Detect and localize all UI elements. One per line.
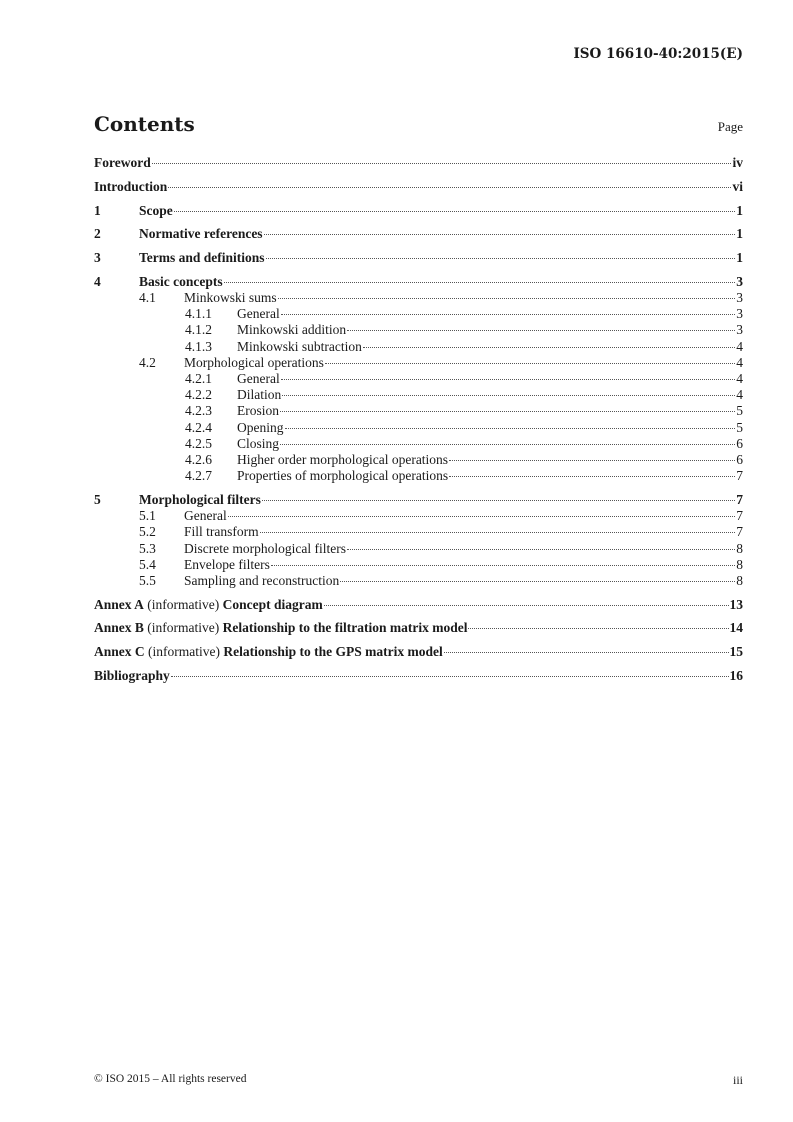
- toc-entry[interactable]: [94, 492, 743, 508]
- toc-entry-page: 3: [736, 306, 743, 322]
- toc-entry-title: General: [237, 371, 280, 387]
- toc-entry-number: 4.2.4: [185, 419, 212, 435]
- copyright-notice: © ISO 2015 – All rights reserved: [94, 1073, 247, 1085]
- toc-entry-number: 4.2.1: [185, 371, 212, 387]
- dot-leader: [449, 475, 735, 477]
- toc-entry-page: 1: [736, 202, 743, 218]
- toc-entry-page: 1: [736, 226, 743, 242]
- toc-entry-page: 3: [736, 322, 743, 338]
- dot-leader: [340, 580, 735, 582]
- toc-entry-page: 5: [736, 419, 743, 435]
- toc-entry-title: Minkowski addition: [237, 322, 347, 338]
- toc-entry-title: Minkowski subtraction: [237, 338, 362, 354]
- toc-entry[interactable]: [94, 306, 743, 322]
- table-of-contents: [94, 155, 743, 684]
- toc-entry[interactable]: [94, 420, 743, 436]
- toc-entry[interactable]: [94, 620, 743, 636]
- annex-note: (informative): [144, 644, 224, 660]
- toc-entry-number: 4.2.5: [185, 435, 212, 451]
- dot-leader: [449, 459, 735, 461]
- toc-entry[interactable]: [94, 290, 743, 306]
- toc-entry[interactable]: [94, 541, 743, 557]
- toc-entry-title: Opening: [237, 419, 284, 435]
- toc-entry-title: General: [184, 508, 227, 524]
- toc-entry-page: vi: [732, 178, 743, 194]
- toc-entry-title: Higher order morphological operations: [237, 451, 449, 467]
- page-column-label: Page: [717, 119, 743, 134]
- dot-leader: [468, 627, 728, 629]
- toc-entry[interactable]: [94, 250, 743, 266]
- toc-entry[interactable]: [94, 274, 743, 290]
- annex-title: Relationship to the filtration matrix model: [222, 620, 468, 636]
- toc-entry-title: Morphological operations: [184, 354, 324, 370]
- toc-entry-page: 8: [736, 556, 743, 572]
- annex-title: Relationship to the GPS matrix model: [223, 644, 443, 660]
- toc-entry-page: iv: [732, 155, 743, 170]
- toc-entry-number: 4.1.3: [185, 338, 212, 354]
- toc-entry-page: 5: [736, 403, 743, 419]
- toc-entry-title: Properties of morphological operations: [237, 468, 449, 484]
- annex-label: Annex A: [94, 596, 144, 612]
- dot-leader: [324, 604, 729, 606]
- toc-entry-number: 5.3: [139, 540, 156, 556]
- toc-entry-page: 16: [729, 668, 743, 683]
- toc-entry-title: Morphological filters: [139, 491, 261, 507]
- toc-entry[interactable]: [94, 597, 743, 613]
- toc-entry-number: 4.1.2: [185, 322, 212, 338]
- dot-leader: [152, 162, 732, 164]
- toc-entry[interactable]: [94, 387, 743, 403]
- toc-entry[interactable]: [94, 524, 743, 540]
- toc-entry-number: 4.2: [139, 354, 156, 370]
- toc-entry-page: 3: [736, 290, 743, 306]
- toc-entry-page: 13: [729, 596, 743, 612]
- toc-entry-number: 4.2.2: [185, 387, 212, 403]
- toc-entry[interactable]: [94, 436, 743, 452]
- toc-entry[interactable]: [94, 226, 743, 242]
- dot-leader: [347, 548, 735, 550]
- toc-entry-number: 5.1: [139, 508, 156, 524]
- toc-entry-page: 4: [736, 354, 743, 370]
- toc-entry-page: 7: [736, 491, 743, 507]
- dot-leader: [228, 515, 736, 517]
- toc-entry-title: General: [237, 306, 280, 322]
- toc-entry-page: 14: [729, 620, 743, 636]
- toc-entry-title: Foreword: [94, 155, 151, 170]
- dot-leader: [264, 233, 736, 235]
- toc-entry[interactable]: [94, 179, 743, 195]
- toc-entry-title: Sampling and reconstruction: [184, 572, 340, 588]
- toc-entry-title: [94, 597, 323, 613]
- toc-entry[interactable]: [94, 644, 743, 660]
- toc-entry-page: 1: [736, 250, 743, 266]
- toc-entry-title: Discrete morphological filters: [184, 540, 346, 556]
- toc-entry-page: 7: [736, 508, 743, 524]
- toc-entry-page: 8: [736, 572, 743, 588]
- toc-entry[interactable]: [94, 322, 743, 338]
- toc-entry-number: 2: [94, 226, 101, 242]
- dot-leader: [347, 329, 735, 331]
- toc-entry-number: 5.5: [139, 572, 156, 588]
- dot-leader: [171, 675, 729, 677]
- dot-leader: [224, 281, 736, 283]
- dot-leader: [281, 313, 736, 315]
- toc-entry-title: Erosion: [237, 403, 279, 419]
- toc-entry-title: Envelope filters: [184, 556, 270, 572]
- toc-entry-title: Minkowski sums: [184, 290, 277, 306]
- toc-entry-title: [94, 644, 443, 660]
- toc-entry[interactable]: [94, 339, 743, 355]
- toc-entry-title: Normative references: [139, 226, 263, 242]
- dot-leader: [280, 443, 735, 445]
- toc-entry[interactable]: [94, 508, 743, 524]
- dot-leader: [262, 499, 735, 501]
- annex-note: (informative): [143, 596, 223, 612]
- toc-entry-title: Dilation: [237, 387, 282, 403]
- toc-entry-title: Scope: [139, 202, 173, 218]
- toc-entry[interactable]: [94, 452, 743, 468]
- annex-label: Annex C: [94, 644, 145, 660]
- toc-entry-title: Fill transform: [184, 524, 259, 540]
- page-number: iii: [732, 1073, 743, 1087]
- toc-entry-title: Closing: [237, 435, 280, 451]
- dot-leader: [325, 362, 735, 364]
- toc-entry[interactable]: [94, 573, 743, 589]
- toc-entry-number: 4.2.3: [185, 403, 212, 419]
- toc-entry-title: Bibliography: [94, 668, 170, 683]
- dot-leader: [363, 346, 735, 348]
- dot-leader: [444, 651, 729, 653]
- toc-entry-number: 5: [94, 491, 101, 507]
- toc-entry-page: 6: [736, 451, 743, 467]
- dot-leader: [282, 394, 735, 396]
- toc-entry-number: 4.2.7: [185, 468, 212, 484]
- dot-leader: [266, 257, 736, 259]
- toc-entry-title: Terms and definitions: [139, 250, 265, 266]
- document-id: ISO 16610-40:2015(E): [573, 46, 743, 62]
- dot-leader: [285, 427, 736, 429]
- dot-leader: [281, 378, 736, 380]
- toc-entry-number: 5.2: [139, 524, 156, 540]
- toc-entry-page: 6: [736, 435, 743, 451]
- toc-entry[interactable]: [94, 203, 743, 219]
- toc-entry[interactable]: [94, 668, 743, 684]
- toc-entry-number: 4.1: [139, 290, 156, 306]
- toc-entry-page: 15: [729, 644, 743, 660]
- toc-entry[interactable]: [94, 371, 743, 387]
- toc-entry-number: 4.2.6: [185, 451, 212, 467]
- dot-leader: [280, 410, 735, 412]
- dot-leader: [260, 531, 736, 533]
- toc-entry-number: 1: [94, 202, 101, 218]
- toc-entry-title: [94, 620, 467, 636]
- contents-heading: Contents: [94, 112, 195, 136]
- toc-entry[interactable]: [94, 468, 743, 484]
- annex-label: Annex B: [94, 620, 144, 636]
- dot-leader: [168, 186, 731, 188]
- dot-leader: [174, 210, 736, 212]
- toc-entry-page: 7: [736, 468, 743, 484]
- toc-entry-title: Basic concepts: [139, 273, 223, 289]
- annex-note: (informative): [143, 620, 223, 636]
- annex-title: Concept diagram: [222, 596, 323, 612]
- toc-entry-page: 3: [736, 273, 743, 289]
- toc-entry-number: 3: [94, 250, 101, 266]
- toc-entry-number: 5.4: [139, 556, 156, 572]
- toc-entry-page: 4: [736, 387, 743, 403]
- dot-leader: [271, 564, 735, 566]
- toc-entry-page: 8: [736, 540, 743, 556]
- toc-entry[interactable]: [94, 355, 743, 371]
- toc-entry[interactable]: [94, 155, 743, 171]
- toc-entry-page: 7: [736, 524, 743, 540]
- toc-entry[interactable]: [94, 403, 743, 419]
- toc-entry-number: 4: [94, 273, 101, 289]
- toc-entry-page: 4: [736, 371, 743, 387]
- toc-entry-page: 4: [736, 338, 743, 354]
- toc-entry-number: 4.1.1: [185, 306, 212, 322]
- toc-entry[interactable]: [94, 557, 743, 573]
- toc-entry-title: Introduction: [94, 178, 168, 194]
- dot-leader: [278, 297, 736, 299]
